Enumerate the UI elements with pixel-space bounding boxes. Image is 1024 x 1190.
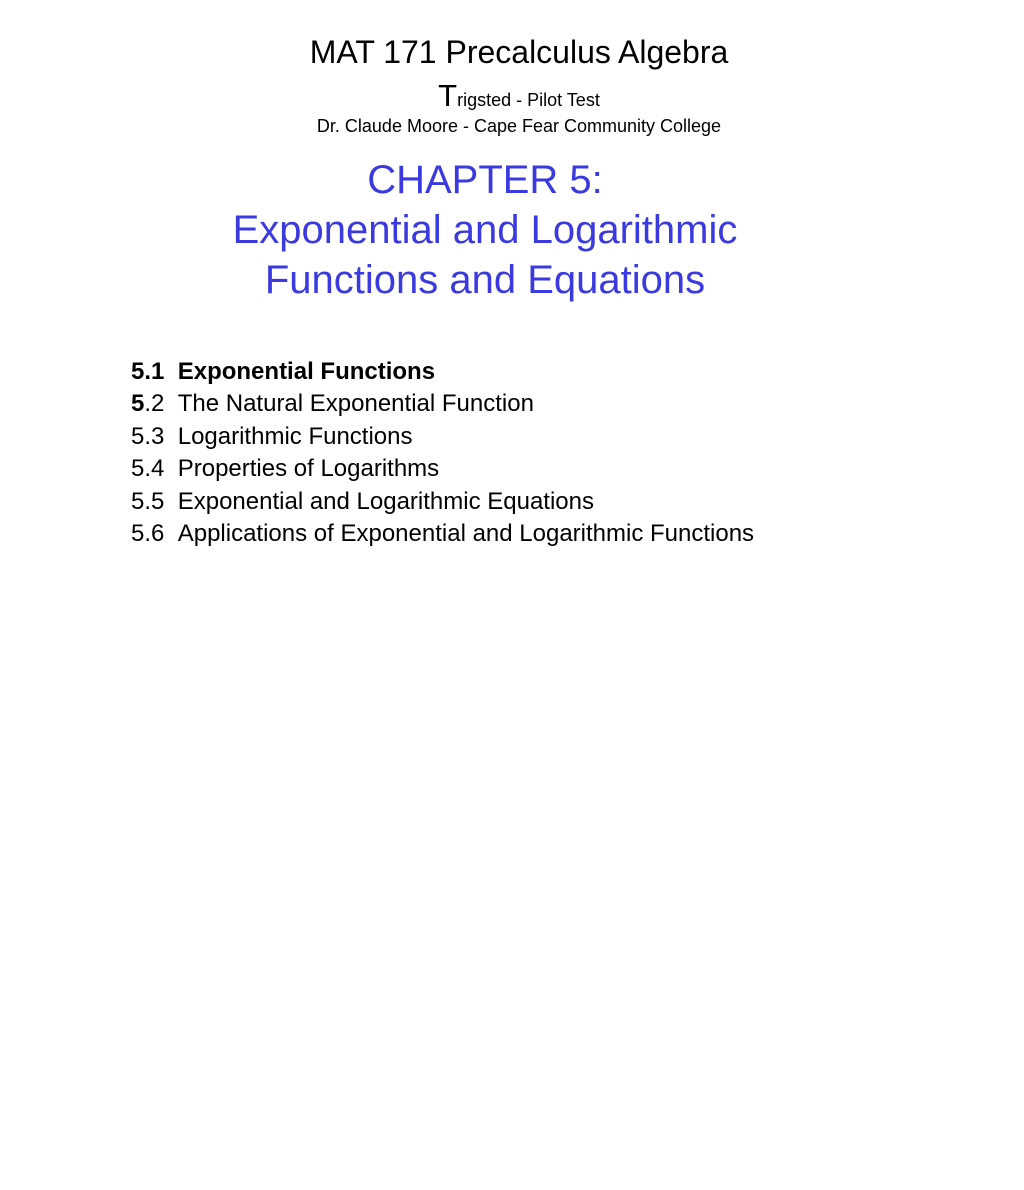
- toc-item-5-2: [131, 388, 754, 420]
- toc-title: Exponential Functions: [177, 358, 436, 385]
- toc-title: Applications of Exponential and Logarithmic Functions: [177, 520, 755, 548]
- source-initial: T: [438, 78, 458, 113]
- toc-number: 5.5: [131, 487, 165, 515]
- toc-number-bold: 5: [131, 390, 145, 418]
- toc-title: The Natural Exponential Function: [177, 390, 534, 418]
- source-text: rigsted - Pilot Test: [457, 90, 600, 110]
- toc-title: Logarithmic Functions: [177, 422, 413, 450]
- toc-number: 5.3: [131, 422, 165, 450]
- toc-number: 5.4: [131, 455, 165, 483]
- chapter-title-line-2: Functions and Equations: [264, 258, 706, 302]
- chapter-title-line-1: Exponential and Logarithmic: [232, 208, 738, 252]
- toc-item-5-3: [131, 421, 754, 453]
- chapter-heading: [0, 155, 970, 305]
- toc-item-5-6: [131, 518, 754, 550]
- toc-title: Exponential and Logarithmic Equations: [177, 487, 594, 515]
- toc-number: 5.6: [131, 520, 165, 548]
- toc-number-rest: .2: [144, 390, 165, 418]
- toc-item-5-5: [131, 486, 754, 518]
- author-line: Dr. Claude Moore - Cape Fear Community College: [316, 116, 722, 136]
- course-title: MAT 171 Precalculus Algebra: [309, 34, 729, 70]
- toc-item-5-4: [131, 453, 754, 485]
- table-of-contents: [131, 356, 754, 550]
- chapter-label: CHAPTER 5:: [367, 158, 603, 202]
- toc-title: Properties of Logarithms: [177, 455, 440, 483]
- toc-item-5-1: [131, 356, 754, 388]
- toc-number: 5.1: [131, 358, 165, 385]
